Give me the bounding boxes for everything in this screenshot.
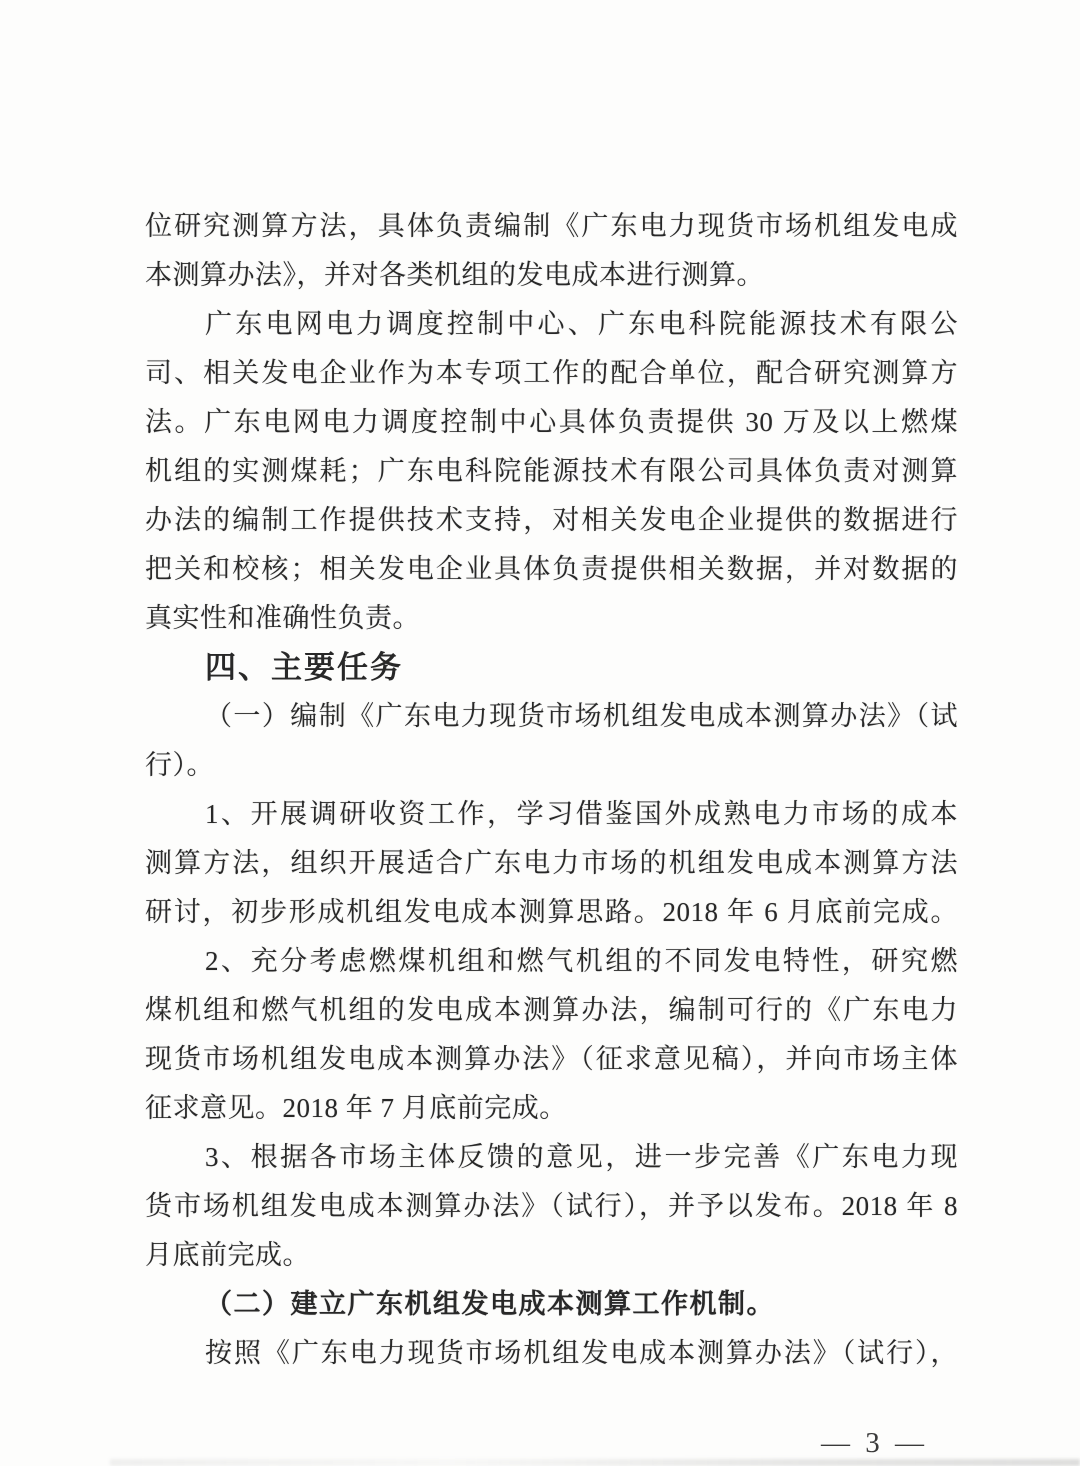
text-line: 研讨，初步形成机组发电成本测算思路。2018 年 6 月底前完成。	[145, 897, 958, 927]
subsection-heading: （二）建立广东机组发电成本测算工作机制。	[205, 1289, 775, 1319]
text-line: 货市场机组发电成本测算办法》（试行），并予以发布。2018 年 8	[145, 1191, 958, 1221]
text-line: 1、开展调研收资工作，学习借鉴国外成熟电力市场的成本	[205, 799, 958, 829]
text-line: 行）。	[145, 750, 214, 780]
scan-artifact	[110, 1459, 1080, 1466]
text-line: 3、根据各市场主体反馈的意见，进一步完善《广东电力现	[205, 1142, 958, 1172]
text-line: 司、相关发电企业作为本专项工作的配合单位，配合研究测算方	[145, 358, 958, 388]
text-line: 现货市场机组发电成本测算办法》（征求意见稿），并向市场主体	[145, 1044, 958, 1074]
text-line: 广东电网电力调度控制中心、广东电科院能源技术有限公	[205, 309, 958, 339]
page-number: — 3 —	[821, 1427, 928, 1459]
text-line: 征求意见。2018 年 7 月底前完成。	[145, 1093, 567, 1123]
text-line: 法。广东电网电力调度控制中心具体负责提供 30 万及以上燃煤	[145, 407, 958, 437]
text-line: 本测算办法》，并对各类机组的发电成本进行测算。	[145, 260, 764, 290]
text-line: 把关和校核；相关发电企业具体负责提供相关数据，并对数据的	[145, 554, 958, 584]
text-line: 按照《广东电力现货市场机组发电成本测算办法》（试行），	[205, 1338, 958, 1368]
text-line: 月底前完成。	[145, 1240, 310, 1270]
document-body	[145, 202, 958, 1378]
text-line: 测算方法，组织开展适合广东电力市场的机组发电成本测算方法	[145, 848, 958, 878]
text-line: 办法的编制工作提供技术支持，对相关发电企业提供的数据进行	[145, 505, 958, 535]
section-heading: 四、主要任务	[205, 650, 403, 685]
subsection-heading: （一）编制《广东电力现货市场机组发电成本测算办法》（试	[205, 701, 958, 731]
text-line: 真实性和准确性负责。	[145, 603, 420, 633]
text-line: 2、充分考虑燃煤机组和燃气机组的不同发电特性，研究燃	[205, 946, 958, 976]
text-line: 煤机组和燃气机组的发电成本测算办法，编制可行的《广东电力	[145, 995, 958, 1025]
text-line: 机组的实测煤耗；广东电科院能源技术有限公司具体负责对测算	[145, 456, 958, 486]
text-line: 位研究测算方法，具体负责编制《广东电力现货市场机组发电成	[145, 211, 958, 241]
